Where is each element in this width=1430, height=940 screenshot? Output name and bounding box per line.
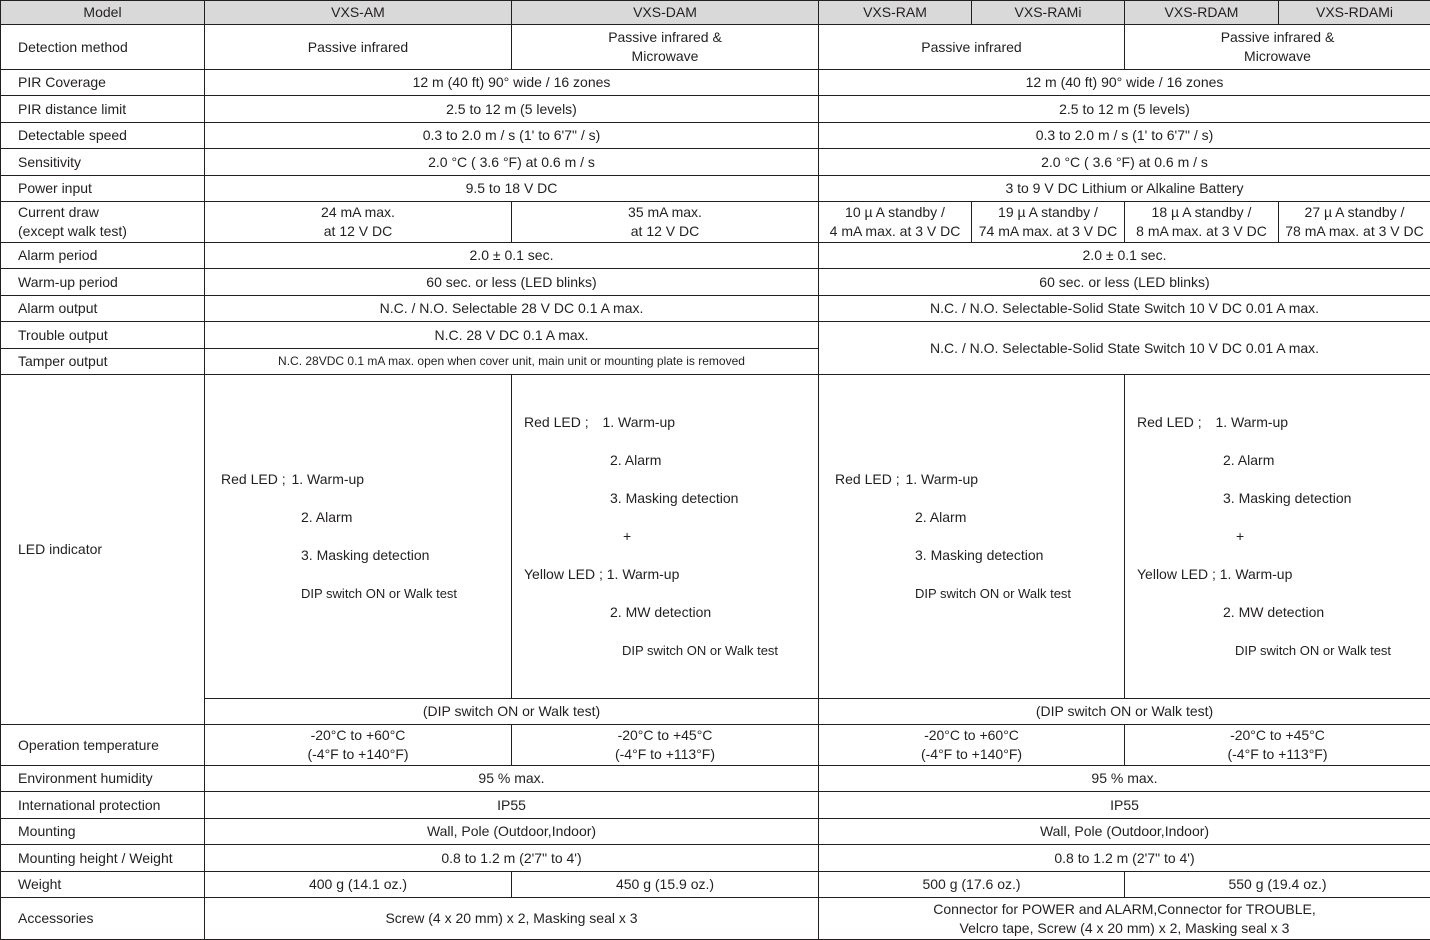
label-alarm-period: Alarm period xyxy=(1,243,205,269)
label-detectable-speed: Detectable speed xyxy=(1,123,205,149)
weight-dam: 450 g (15.9 oz.) xyxy=(512,872,819,898)
led-rdam xyxy=(1125,375,1430,699)
row-international-protection xyxy=(1,792,1430,819)
weight-rdam: 550 g (19.4 oz.) xyxy=(1125,872,1430,898)
led-item: 2. Alarm xyxy=(221,508,509,527)
label-alarm-output: Alarm output xyxy=(1,296,205,322)
led-line xyxy=(524,413,816,432)
led-item: 2. Alarm xyxy=(524,451,816,470)
weight-am: 400 g (14.1 oz.) xyxy=(205,872,512,898)
label-current-draw: Current draw (except walk test) xyxy=(1,202,205,243)
mounting-left: Wall, Pole (Outdoor,Indoor) xyxy=(205,819,819,845)
led-dual-block-rdam xyxy=(1137,394,1428,679)
label-weight: Weight xyxy=(1,872,205,898)
label-environment-humidity: Environment humidity xyxy=(1,766,205,792)
led-item: 2. Alarm xyxy=(1137,451,1428,470)
label-trouble-output: Trouble output xyxy=(1,322,205,349)
led-dual-block-dam xyxy=(524,394,816,679)
row-pir-distance xyxy=(1,96,1430,123)
led-item: 2. Alarm xyxy=(835,508,1122,527)
label-mounting: Mounting xyxy=(1,819,205,845)
label-power-input: Power input xyxy=(1,176,205,202)
tamper-output-left: N.C. 28VDC 0.1 mA max. open when cover unit, main unit or mounting plate is removed xyxy=(205,349,819,375)
led-note: DIP switch ON or Walk test xyxy=(835,584,1122,603)
sensitivity-left: 2.0 °C ( 3.6 °F) at 0.6 m / s xyxy=(205,149,819,176)
led-footer-right: (DIP switch ON or Walk test) xyxy=(819,699,1430,725)
led-red-prefix: Red LED ; xyxy=(835,471,900,487)
warmup-right: 60 sec. or less (LED blinks) xyxy=(819,269,1430,296)
mounting-height-right: 0.8 to 1.2 m (2'7" to 4') xyxy=(819,845,1430,872)
mounting-height-left: 0.8 to 1.2 m (2'7" to 4') xyxy=(205,845,819,872)
led-line xyxy=(835,470,1122,489)
current-rami: 19 µ A standby / 74 mA max. at 3 V DC xyxy=(972,202,1125,243)
led-item: 1. Warm-up xyxy=(592,414,675,430)
header-vxs-am: VXS-AM xyxy=(205,1,512,25)
led-note: DIP switch ON or Walk test xyxy=(221,584,509,603)
led-item: 1. Warm-up xyxy=(1205,414,1288,430)
sensitivity-right: 2.0 °C ( 3.6 °F) at 0.6 m / s xyxy=(819,149,1430,176)
led-item: 3. Masking detection xyxy=(221,546,509,565)
label-operation-temperature: Operation temperature xyxy=(1,725,205,766)
temp-rdam: -20°C to +45°C (-4°F to +113°F) xyxy=(1125,725,1430,766)
alarm-output-right: N.C. / N.O. Selectable-Solid State Switch 10 V DC 0.01 A max. xyxy=(819,296,1430,322)
temp-dam: -20°C to +45°C (-4°F to +113°F) xyxy=(512,725,819,766)
led-line xyxy=(524,565,816,584)
detection-dam: Passive infrared & Microwave xyxy=(512,25,819,70)
row-detectable-speed xyxy=(1,123,1430,149)
label-pir-coverage: PIR Coverage xyxy=(1,70,205,96)
power-left: 9.5 to 18 V DC xyxy=(205,176,819,202)
led-line xyxy=(221,470,509,489)
row-trouble-output xyxy=(1,322,1430,349)
weight-ram: 500 g (17.6 oz.) xyxy=(819,872,1125,898)
row-warmup-period xyxy=(1,269,1430,296)
led-single-block-am xyxy=(221,451,509,622)
trouble-output-left: N.C. 28 V DC 0.1 A max. xyxy=(205,322,819,349)
led-item: 1. Warm-up xyxy=(607,566,680,582)
speed-right: 0.3 to 2.0 m / s (1' to 6'7" / s) xyxy=(819,123,1430,149)
alarm-period-right: 2.0 ± 0.1 sec. xyxy=(819,243,1430,269)
row-mounting-height xyxy=(1,845,1430,872)
label-warmup-period: Warm-up period xyxy=(1,269,205,296)
led-note: DIP switch ON or Walk test xyxy=(1137,641,1428,660)
row-operation-temperature xyxy=(1,725,1430,766)
led-red-prefix: Red LED ; xyxy=(1137,414,1202,430)
led-single-block-ram xyxy=(835,451,1122,622)
alarm-output-left: N.C. / N.O. Selectable 28 V DC 0.1 A max. xyxy=(205,296,819,322)
current-rdami: 27 µ A standby / 78 mA max. at 3 V DC xyxy=(1279,202,1430,243)
led-dam xyxy=(512,375,819,699)
led-item: 2. MW detection xyxy=(524,603,816,622)
row-alarm-output xyxy=(1,296,1430,322)
header-row xyxy=(1,1,1430,25)
row-sensitivity xyxy=(1,149,1430,176)
label-detection-method: Detection method xyxy=(1,25,205,70)
label-pir-distance: PIR distance limit xyxy=(1,96,205,123)
led-plus: + xyxy=(524,527,816,546)
temp-am: -20°C to +60°C (-4°F to +140°F) xyxy=(205,725,512,766)
current-am: 24 mA max. at 12 V DC xyxy=(205,202,512,243)
label-sensitivity: Sensitivity xyxy=(1,149,205,176)
distance-right: 2.5 to 12 m (5 levels) xyxy=(819,96,1430,123)
led-item: 2. MW detection xyxy=(1137,603,1428,622)
row-weight xyxy=(1,872,1430,898)
led-plus: + xyxy=(1137,527,1428,546)
row-current-draw xyxy=(1,202,1430,243)
detection-am: Passive infrared xyxy=(205,25,512,70)
row-power-input xyxy=(1,176,1430,202)
label-led-indicator: LED indicator xyxy=(1,375,205,725)
mounting-right: Wall, Pole (Outdoor,Indoor) xyxy=(819,819,1430,845)
label-accessories: Accessories xyxy=(1,898,205,940)
current-dam: 35 mA max. at 12 V DC xyxy=(512,202,819,243)
current-rdam: 18 µ A standby / 8 mA max. at 3 V DC xyxy=(1125,202,1279,243)
header-vxs-rdam: VXS-RDAM xyxy=(1125,1,1279,25)
header-vxs-rami: VXS-RAMi xyxy=(972,1,1125,25)
ip-left: IP55 xyxy=(205,792,819,819)
row-led-footer xyxy=(1,699,1430,725)
led-item: 1. Warm-up xyxy=(903,471,978,487)
header-vxs-dam: VXS-DAM xyxy=(512,1,819,25)
led-item: 3. Masking detection xyxy=(835,546,1122,565)
coverage-left: 12 m (40 ft) 90° wide / 16 zones xyxy=(205,70,819,96)
row-alarm-period xyxy=(1,243,1430,269)
led-item: 1. Warm-up xyxy=(289,471,364,487)
led-note: DIP switch ON or Walk test xyxy=(524,641,816,660)
ip-right: IP55 xyxy=(819,792,1430,819)
header-vxs-ram: VXS-RAM xyxy=(819,1,972,25)
power-right: 3 to 9 V DC Lithium or Alkaline Battery xyxy=(819,176,1430,202)
warmup-left: 60 sec. or less (LED blinks) xyxy=(205,269,819,296)
led-red-prefix: Red LED ; xyxy=(524,414,589,430)
row-led-indicator xyxy=(1,375,1430,699)
led-line xyxy=(1137,565,1428,584)
led-yellow-prefix: Yellow LED ; xyxy=(1137,566,1216,582)
row-accessories xyxy=(1,898,1430,940)
alarm-period-left: 2.0 ± 0.1 sec. xyxy=(205,243,819,269)
led-red-prefix: Red LED ; xyxy=(221,471,286,487)
humidity-right: 95 % max. xyxy=(819,766,1430,792)
led-item: 3. Masking detection xyxy=(1137,489,1428,508)
led-item: 1. Warm-up xyxy=(1220,566,1293,582)
label-international-protection: International protection xyxy=(1,792,205,819)
led-yellow-prefix: Yellow LED ; xyxy=(524,566,603,582)
temp-ram: -20°C to +60°C (-4°F to +140°F) xyxy=(819,725,1125,766)
speed-left: 0.3 to 2.0 m / s (1' to 6'7" / s) xyxy=(205,123,819,149)
coverage-right: 12 m (40 ft) 90° wide / 16 zones xyxy=(819,70,1430,96)
trouble-tamper-output-right: N.C. / N.O. Selectable-Solid State Switch 10 V DC 0.01 A max. xyxy=(819,322,1430,375)
label-tamper-output: Tamper output xyxy=(1,349,205,375)
header-model: Model xyxy=(1,1,205,25)
row-pir-coverage xyxy=(1,70,1430,96)
led-ram xyxy=(819,375,1125,699)
led-footer-left: (DIP switch ON or Walk test) xyxy=(205,699,819,725)
header-vxs-rdami: VXS-RDAMi xyxy=(1279,1,1430,25)
humidity-left: 95 % max. xyxy=(205,766,819,792)
distance-left: 2.5 to 12 m (5 levels) xyxy=(205,96,819,123)
detection-ram: Passive infrared xyxy=(819,25,1125,70)
detection-rdam: Passive infrared & Microwave xyxy=(1125,25,1430,70)
led-item: 3. Masking detection xyxy=(524,489,816,508)
led-line xyxy=(1137,413,1428,432)
current-ram: 10 µ A standby / 4 mA max. at 3 V DC xyxy=(819,202,972,243)
row-environment-humidity xyxy=(1,766,1430,792)
row-detection-method xyxy=(1,25,1430,70)
led-am xyxy=(205,375,512,699)
row-mounting xyxy=(1,819,1430,845)
accessories-left: Screw (4 x 20 mm) x 2, Masking seal x 3 xyxy=(205,898,819,940)
accessories-right: Connector for POWER and ALARM,Connector for TROUBLE, Velcro tape, Screw (4 x 20 mm) x 2, Masking seal x 3 xyxy=(819,898,1430,940)
label-mounting-height: Mounting height / Weight xyxy=(1,845,205,872)
